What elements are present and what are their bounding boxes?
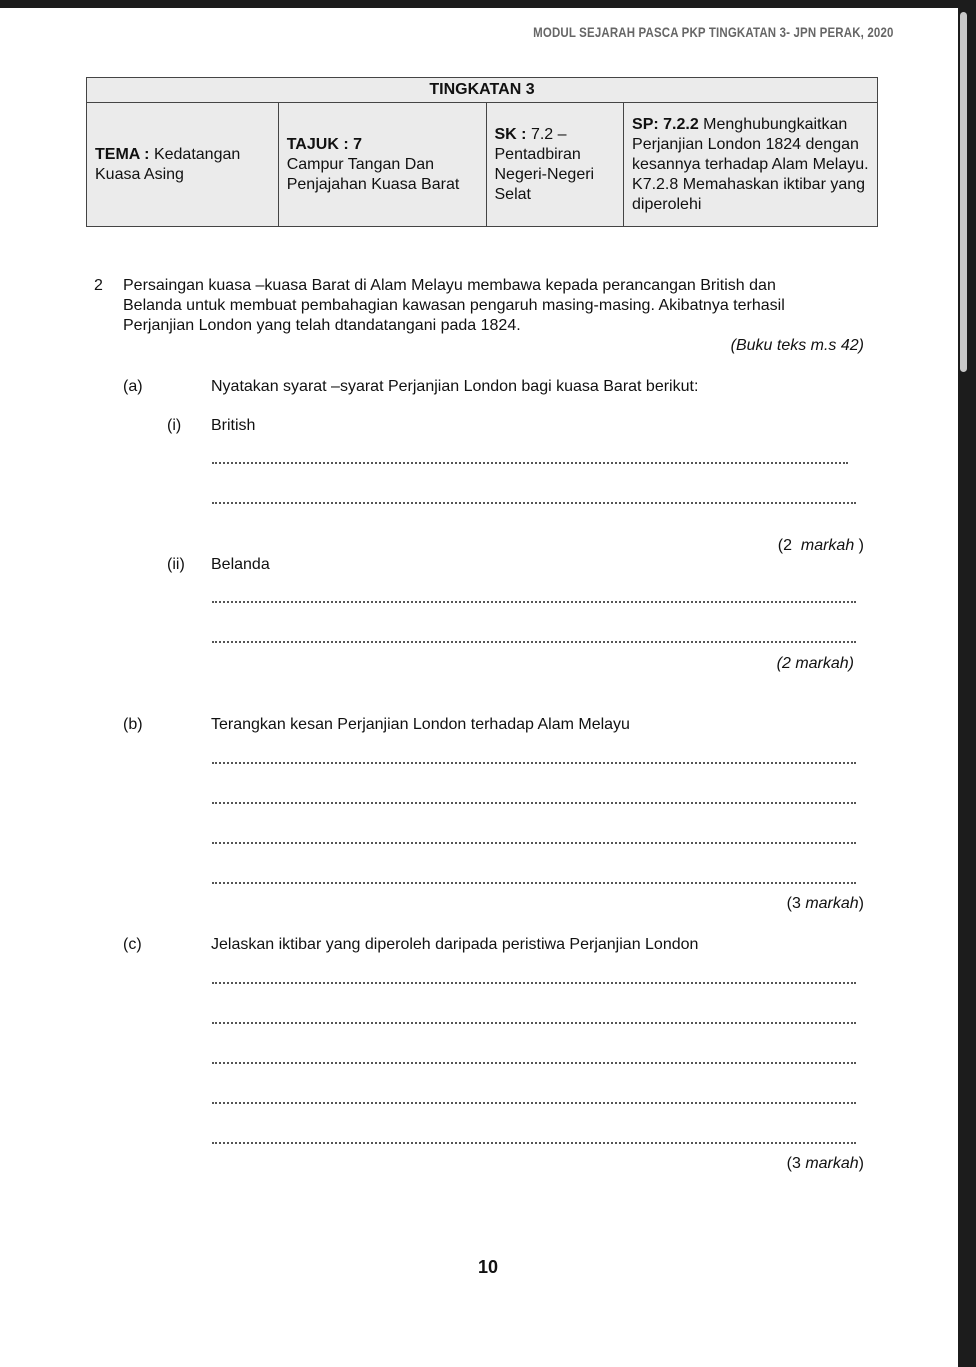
table-title: TINGKATAN 3 [87, 78, 878, 103]
marks-word: markah [800, 537, 855, 554]
answer-line[interactable] [212, 982, 856, 984]
tema-cell [87, 103, 279, 227]
answer-line[interactable] [212, 842, 856, 844]
part-a-i-marks [778, 536, 864, 556]
sk-cell [486, 103, 624, 227]
tajuk-label: TAJUK : 7 [286, 135, 362, 153]
tajuk-value: Campur Tangan Dan Penjajahan Kuasa Barat [286, 155, 460, 193]
stem-line-1: Persaingan kuasa –kuasa Barat di Alam Melayu membawa kepada perancangan British dan [123, 277, 776, 294]
part-b-text: Terangkan kesan Perjanjian London terhadap Alam Melayu [211, 716, 630, 733]
sk-value: 7.2 – Pentadbiran Negeri-Negeri Selat [494, 125, 595, 203]
tema-value: Kedatangan Kuasa Asing [95, 145, 241, 183]
part-a-i-label: (i) [167, 417, 182, 434]
sp-value: Menghubungkaitkan Perjanjian London 1824 dengan kesannya terhadap Alam Melayu. [632, 115, 869, 173]
page-number: 10 [477, 1257, 499, 1277]
part-b-marks [787, 894, 864, 914]
part-c-label: (c) [123, 936, 142, 953]
sp-label: SP: 7.2.2 [632, 115, 699, 133]
answer-line[interactable] [212, 1102, 856, 1104]
answer-line[interactable] [212, 1022, 856, 1024]
marks-word: markah [805, 1155, 859, 1172]
part-c-marks [787, 1154, 864, 1174]
marks-number: (3 [786, 895, 806, 912]
module-header: MODUL SEJARAH PASCA PKP TINGKATAN 3- JPN PERAK, 2020 [533, 24, 894, 40]
part-a-ii-label: (ii) [167, 556, 185, 573]
part-a-ii-text: Belanda [211, 556, 270, 573]
stem-line-3: Perjanjian London yang telah dtandatangani pada 1824. [123, 317, 521, 334]
marks-close: ) [858, 1155, 864, 1172]
stem-line-2: Belanda untuk membuat pembahagian kawasan pengaruh masing-masing. Akibatnya terhasil [123, 297, 785, 314]
answer-line[interactable] [212, 462, 848, 464]
marks-number: (3 [786, 1155, 806, 1172]
answer-line[interactable] [212, 882, 856, 884]
answer-line[interactable] [212, 762, 856, 764]
part-a-i-text: British [211, 417, 256, 434]
answer-line[interactable] [212, 502, 856, 504]
k-value: K7.2.8 Memahaskan iktibar yang diperolehi [632, 175, 866, 213]
part-b-label: (b) [123, 716, 143, 733]
answer-line[interactable] [212, 802, 856, 804]
marks-close: ) [858, 895, 864, 912]
part-a-ii-marks: (2 markah) [776, 655, 854, 672]
answer-line[interactable] [212, 1142, 856, 1144]
sp-cell [624, 103, 878, 227]
marks-number: (2 [777, 537, 792, 554]
marks-word: markah [805, 895, 859, 912]
textbook-reference: (Buku teks m.s 42) [730, 337, 864, 354]
tema-label: TEMA : [95, 145, 150, 163]
answer-line[interactable] [212, 641, 856, 643]
marks-close: ) [854, 537, 864, 554]
tajuk-cell [278, 103, 486, 227]
info-table [86, 77, 878, 227]
part-a-label: (a) [123, 378, 143, 395]
question-number: 2 [94, 277, 103, 294]
answer-line[interactable] [212, 601, 856, 603]
part-a-text: Nyatakan syarat –syarat Perjanjian London bagi kuasa Barat berikut: [211, 378, 699, 395]
answer-line[interactable] [212, 1062, 856, 1064]
part-c-text: Jelaskan iktibar yang diperoleh daripada peristiwa Perjanjian London [211, 936, 699, 953]
sk-label: SK : [494, 125, 527, 143]
vertical-scrollbar[interactable] [960, 12, 967, 372]
